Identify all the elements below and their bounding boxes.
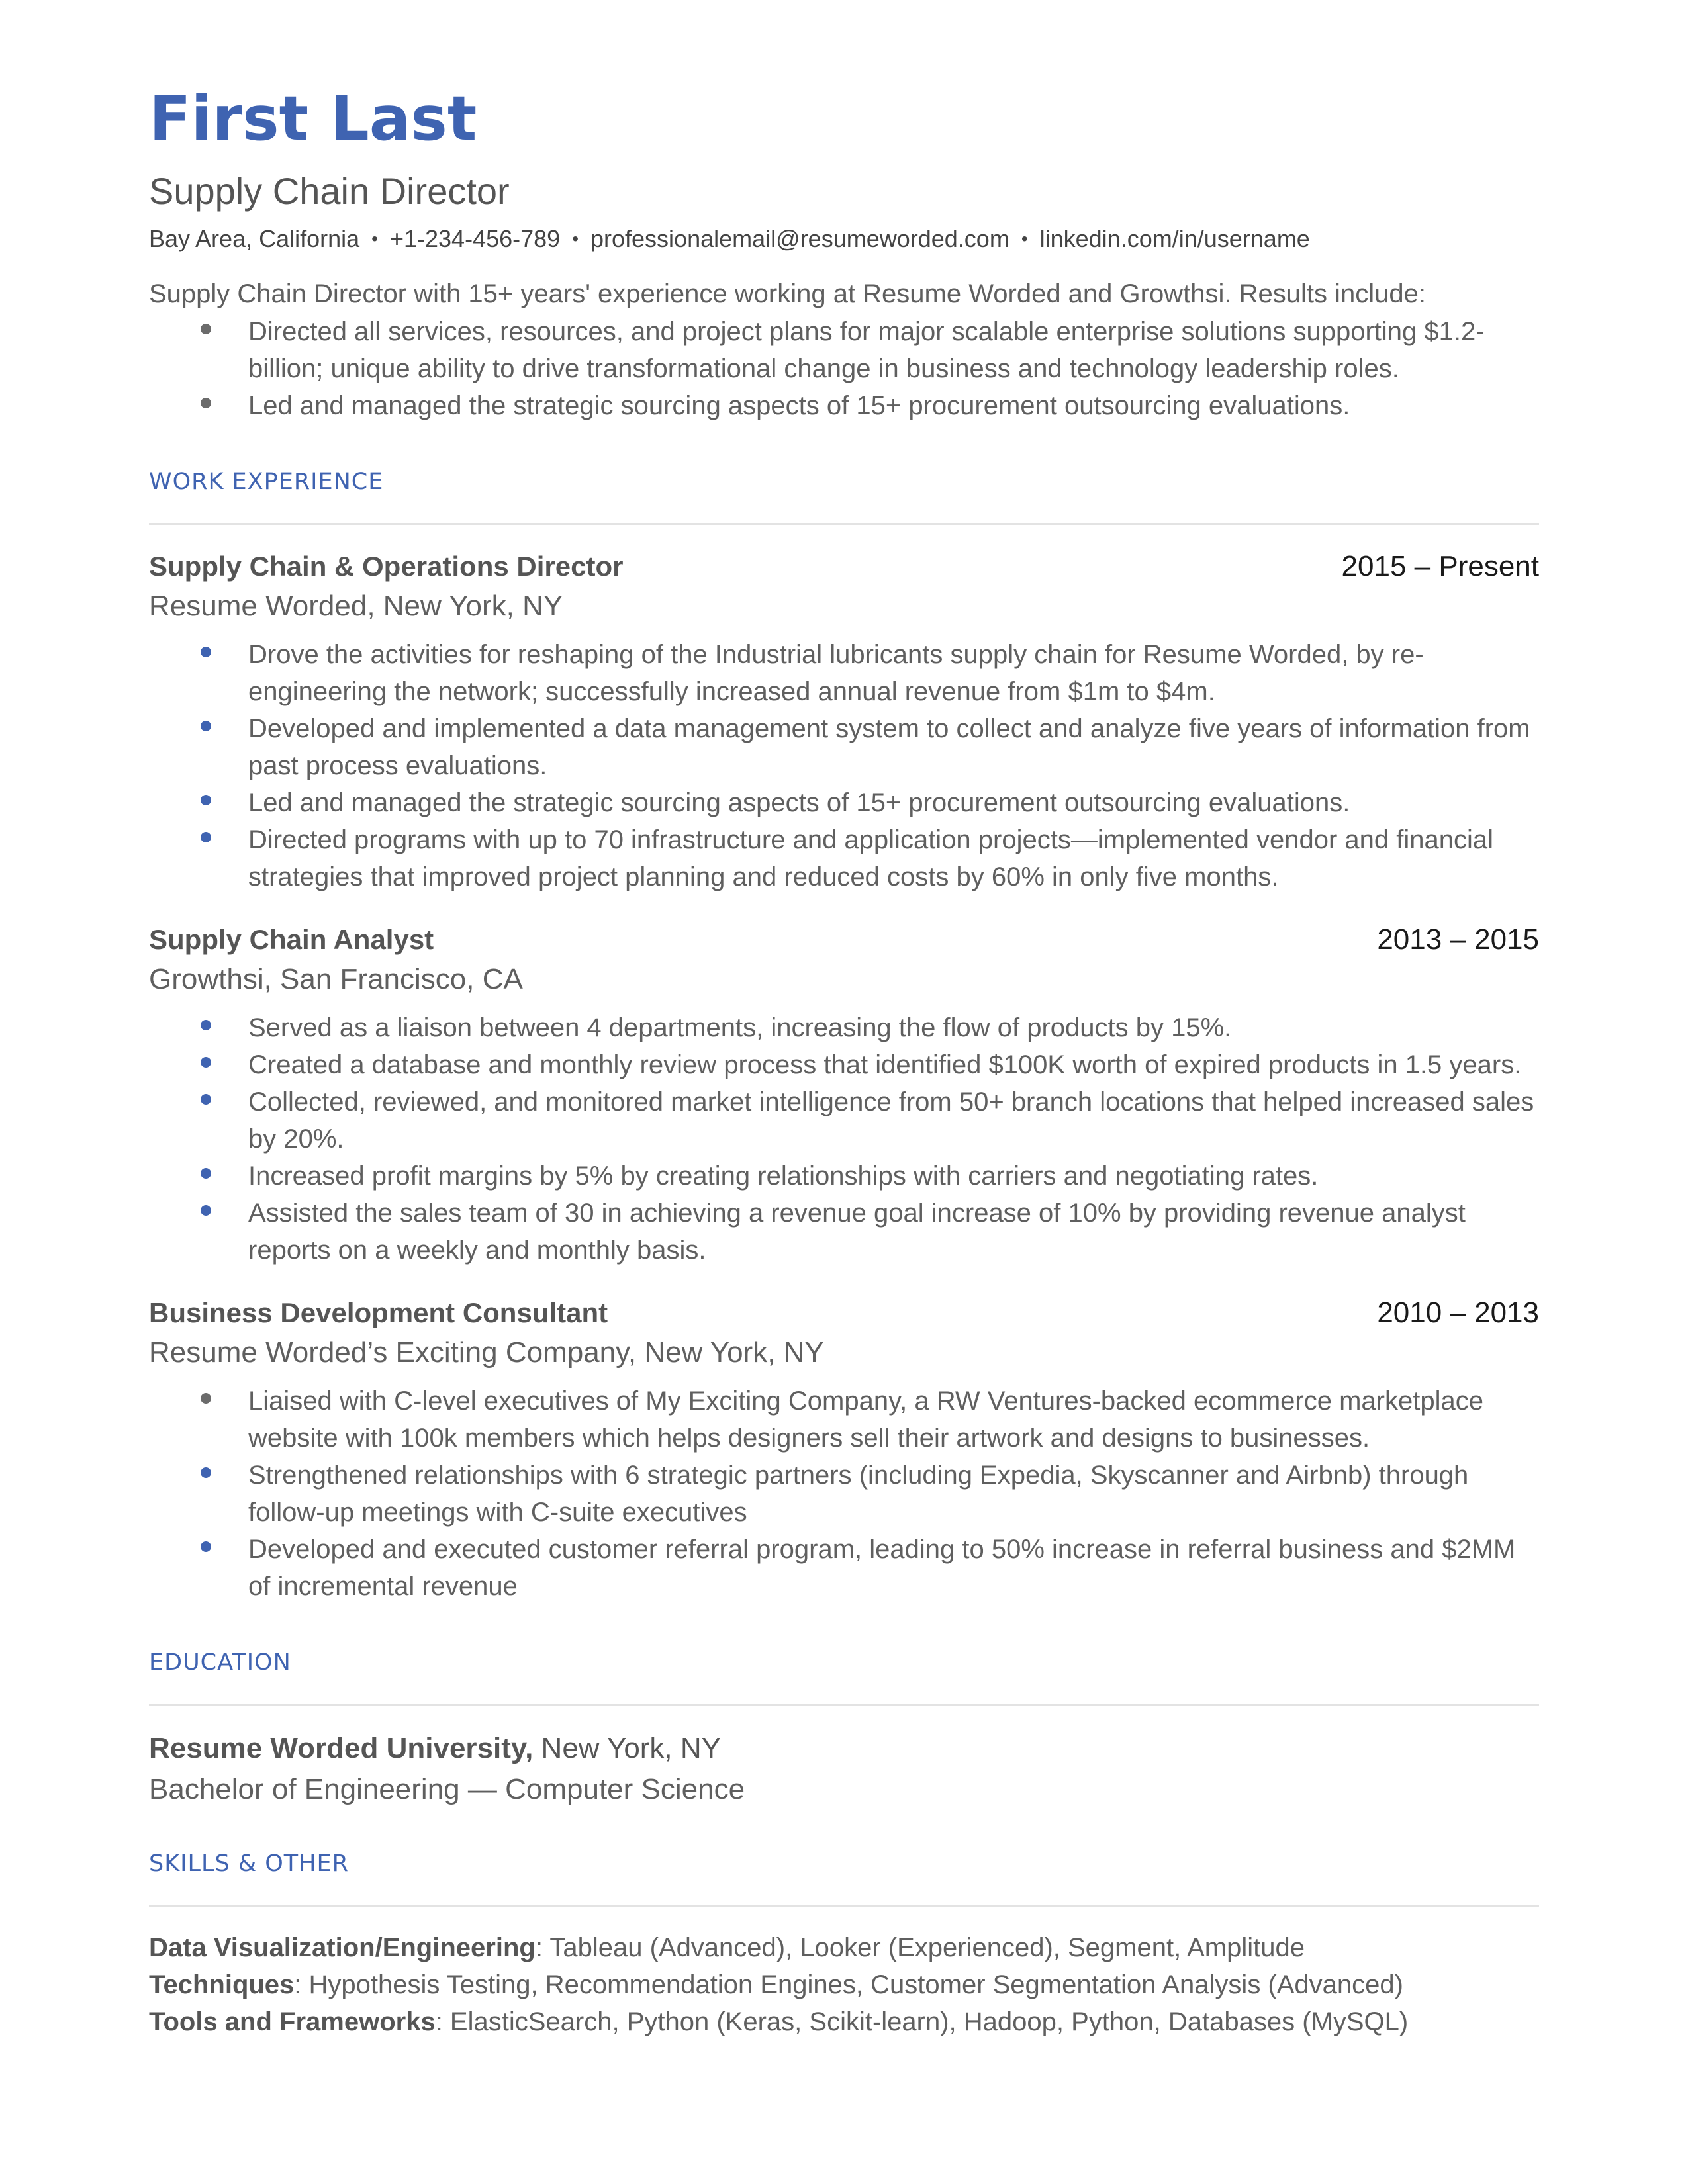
education-school-line xyxy=(149,1732,1539,1765)
list-item xyxy=(149,387,1539,424)
list-item xyxy=(149,1531,1539,1605)
skill-row xyxy=(149,1966,1539,2003)
bullet-icon xyxy=(201,1393,211,1404)
bullet-icon xyxy=(201,1168,211,1179)
list-item xyxy=(149,1009,1539,1046)
section-divider xyxy=(149,523,1539,525)
list-item xyxy=(149,313,1539,387)
bullet-icon xyxy=(201,721,211,731)
section-heading-education: EDUCATION xyxy=(149,1649,291,1676)
skill-label: Techniques xyxy=(149,1970,295,1999)
bullet-icon xyxy=(201,832,211,842)
bullet-text: Led and managed the strategic sourcing aspects of 15+ procurement outsourcing evaluations. xyxy=(248,390,1350,420)
section-heading-skills: SKILLS & OTHER xyxy=(149,1850,349,1877)
job-entry xyxy=(149,923,1539,1269)
list-item xyxy=(149,1195,1539,1269)
job-dates: 2013 – 2015 xyxy=(1377,923,1539,956)
job-entry xyxy=(149,1297,1539,1605)
list-item xyxy=(149,1046,1539,1083)
contact-email[interactable]: professionalemail@resumeworded.com xyxy=(590,224,1009,252)
contact-separator: • xyxy=(371,228,378,249)
job-title: Supply Chain & Operations Director xyxy=(149,550,624,582)
education-degree: Bachelor of Engineering — Computer Science xyxy=(149,1772,745,1805)
summary-bullets xyxy=(149,313,1539,424)
bullet-icon xyxy=(201,647,211,657)
list-item xyxy=(149,784,1539,821)
section-heading-work: WORK EXPERIENCE xyxy=(149,468,384,495)
skill-value: : Hypothesis Testing, Recommendation Engines, Customer Segmentation Analysis (Advanced) xyxy=(294,1970,1403,1999)
list-item xyxy=(149,636,1539,710)
list-item xyxy=(149,821,1539,895)
bullet-text: Directed all services, resources, and project plans for major scalable enterprise solutions supporting $1.2-billion; unique ability to drive transformational change in business and technology leadership roles. xyxy=(248,316,1485,383)
skill-label: Data Visualization/Engineering xyxy=(149,1933,536,1962)
job-header xyxy=(149,550,1539,583)
skill-row xyxy=(149,1929,1539,1966)
section-divider xyxy=(149,1704,1539,1706)
bullet-text: Strengthened relationships with 6 strategic partners (including Expedia, Skyscanner and Airbnb) through follow-up meetings with C-suite executives xyxy=(248,1460,1469,1527)
school-name: Resume Worded University, xyxy=(149,1731,534,1764)
bullet-icon xyxy=(201,324,211,334)
bullet-text: Created a database and monthly review process that identified $100K worth of expired products in 1.5 years. xyxy=(248,1050,1522,1079)
summary-section xyxy=(149,275,1539,424)
bullet-icon xyxy=(201,795,211,805)
bullet-text: Led and managed the strategic sourcing aspects of 15+ procurement outsourcing evaluations. xyxy=(248,788,1350,817)
job-company: Growthsi, San Francisco, CA xyxy=(149,962,523,995)
bullet-icon xyxy=(201,1094,211,1105)
section-divider xyxy=(149,1905,1539,1907)
school-location: New York, NY xyxy=(533,1731,722,1764)
skill-label: Tools and Frameworks xyxy=(149,2007,436,2036)
job-header xyxy=(149,1297,1539,1330)
bullet-text: Liaised with C-level executives of My Exciting Company, a RW Ventures-backed ecommerce marketplace website with 100k members which helps designers sell their artwork and designs to businesses. xyxy=(248,1386,1483,1453)
job-bullets xyxy=(149,1009,1539,1269)
bullet-icon xyxy=(201,1541,211,1552)
job-company: Resume Worded’s Exciting Company, New York, NY xyxy=(149,1336,824,1369)
skill-value: : Tableau (Advanced), Looker (Experienced), Segment, Amplitude xyxy=(535,1933,1305,1962)
contact-separator: • xyxy=(572,228,579,249)
job-header xyxy=(149,923,1539,956)
bullet-text: Developed and implemented a data management system to collect and analyze five years of information from past process evaluations. xyxy=(248,713,1530,780)
list-item xyxy=(149,1158,1539,1195)
list-item xyxy=(149,710,1539,784)
bullet-text: Drove the activities for reshaping of the Industrial lubricants supply chain for Resume Worded, by re-engineering the network; successfully increased annual revenue from $1m to $4m. xyxy=(248,639,1424,706)
job-bullets xyxy=(149,1383,1539,1605)
job-dates: 2010 – 2013 xyxy=(1377,1296,1539,1329)
job-dates: 2015 – Present xyxy=(1341,549,1539,582)
resume-content xyxy=(149,85,1539,2040)
job-company: Resume Worded, New York, NY xyxy=(149,589,563,622)
candidate-name: First Last xyxy=(149,83,477,154)
contact-phone: +1-234-456-789 xyxy=(389,224,561,252)
bullet-icon xyxy=(201,1057,211,1068)
job-entry xyxy=(149,550,1539,895)
job-bullets xyxy=(149,636,1539,895)
summary-intro: Supply Chain Director with 15+ years' experience working at Resume Worded and Growthsi. Results include: xyxy=(149,279,1426,308)
bullet-icon xyxy=(201,1205,211,1216)
bullet-text: Served as a liaison between 4 departments, increasing the flow of products by 15%. xyxy=(248,1013,1232,1042)
list-item xyxy=(149,1083,1539,1158)
bullet-icon xyxy=(201,398,211,408)
list-item xyxy=(149,1383,1539,1457)
job-title: Supply Chain Analyst xyxy=(149,923,434,955)
bullet-text: Developed and executed customer referral program, leading to 50% increase in referral business and $2MM of incremental revenue xyxy=(248,1534,1516,1601)
contact-location: Bay Area, California xyxy=(149,224,360,252)
list-item xyxy=(149,1457,1539,1531)
bullet-text: Increased profit margins by 5% by creating relationships with carriers and negotiating rates. xyxy=(248,1161,1319,1191)
skill-row xyxy=(149,2003,1539,2040)
job-title-heading: Supply Chain Director xyxy=(149,170,510,212)
contact-separator: • xyxy=(1021,228,1028,249)
bullet-text: Assisted the sales team of 30 in achieving a revenue goal increase of 10% by providing revenue analyst reports on a weekly and monthly basis. xyxy=(248,1198,1466,1265)
contact-linkedin[interactable]: linkedin.com/in/username xyxy=(1039,224,1310,252)
bullet-text: Collected, reviewed, and monitored market intelligence from 50+ branch locations that helped increased sales by 20%. xyxy=(248,1087,1534,1154)
job-title: Business Development Consultant xyxy=(149,1297,608,1328)
skills-list xyxy=(149,1929,1539,2040)
bullet-icon xyxy=(201,1020,211,1030)
skill-value: : ElasticSearch, Python (Keras, Scikit-learn), Hadoop, Python, Databases (MySQL) xyxy=(435,2007,1409,2036)
contact-line xyxy=(149,225,1539,253)
bullet-icon xyxy=(201,1467,211,1478)
bullet-text: Directed programs with up to 70 infrastructure and application projects—implemented vendor and financial strategies that improved project planning and reduced costs by 60% in only five months. xyxy=(248,825,1493,891)
education-entry xyxy=(149,1732,1539,1806)
